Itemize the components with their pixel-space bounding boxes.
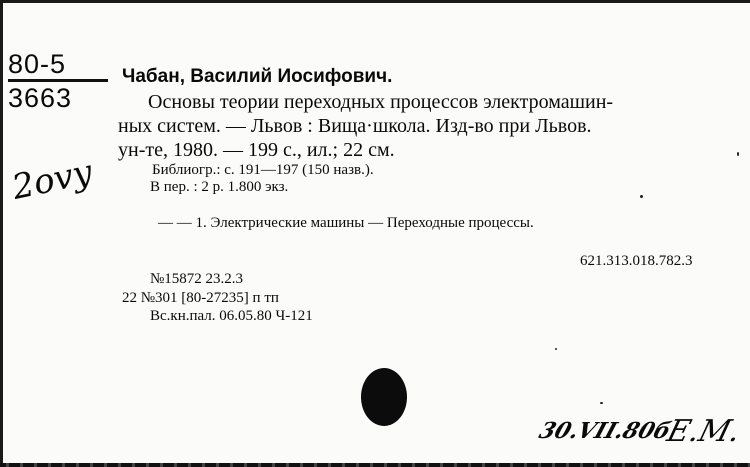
ink-speck — [555, 348, 557, 350]
bibliography-note: Библиогр.: с. 191—197 (150 назв.). — [152, 162, 374, 178]
shelf-mark-bottom: 3663 — [8, 83, 73, 113]
author-heading: Чабан, Василий Иосифович. — [122, 66, 393, 87]
technical-line: №15872 23.2.3 — [150, 271, 244, 287]
title-line: ных систем. — Львов : Вища·школа. Изд-во при Львов. — [118, 115, 592, 137]
title-description — [118, 90, 738, 162]
shelf-mark — [8, 50, 108, 112]
card-top-edge — [0, 0, 750, 3]
udc-code: 621.313.018.782.3 — [580, 253, 693, 269]
ink-speck — [737, 152, 739, 156]
handwritten-date: 30.VII.80б — [535, 418, 675, 444]
card-bottom-edge — [0, 463, 750, 467]
title-line: ун-те, 1980. — 199 с., ил.; 22 см. — [118, 139, 395, 161]
handwritten-signature: Е.М. — [663, 414, 745, 449]
punch-hole — [361, 368, 407, 426]
ink-speck — [600, 402, 603, 404]
handwritten-note: 2ovy — [8, 152, 96, 208]
title-line: Основы теории переходных процессов электромашин- — [148, 91, 614, 113]
technical-line: 22 №301 [80-27235] п тп — [122, 290, 279, 306]
subject-heading: — — 1. Электрические машины — Переходные процессы. — [158, 215, 534, 231]
binding-price-note: В пер. : 2 р. 1.800 экз. — [150, 179, 289, 195]
shelf-mark-top: 80-5 — [8, 50, 108, 82]
ink-speck — [640, 195, 643, 198]
technical-line: Вс.кн.пал. 06.05.80 Ч-121 — [150, 308, 313, 324]
card-left-edge — [0, 0, 3, 467]
